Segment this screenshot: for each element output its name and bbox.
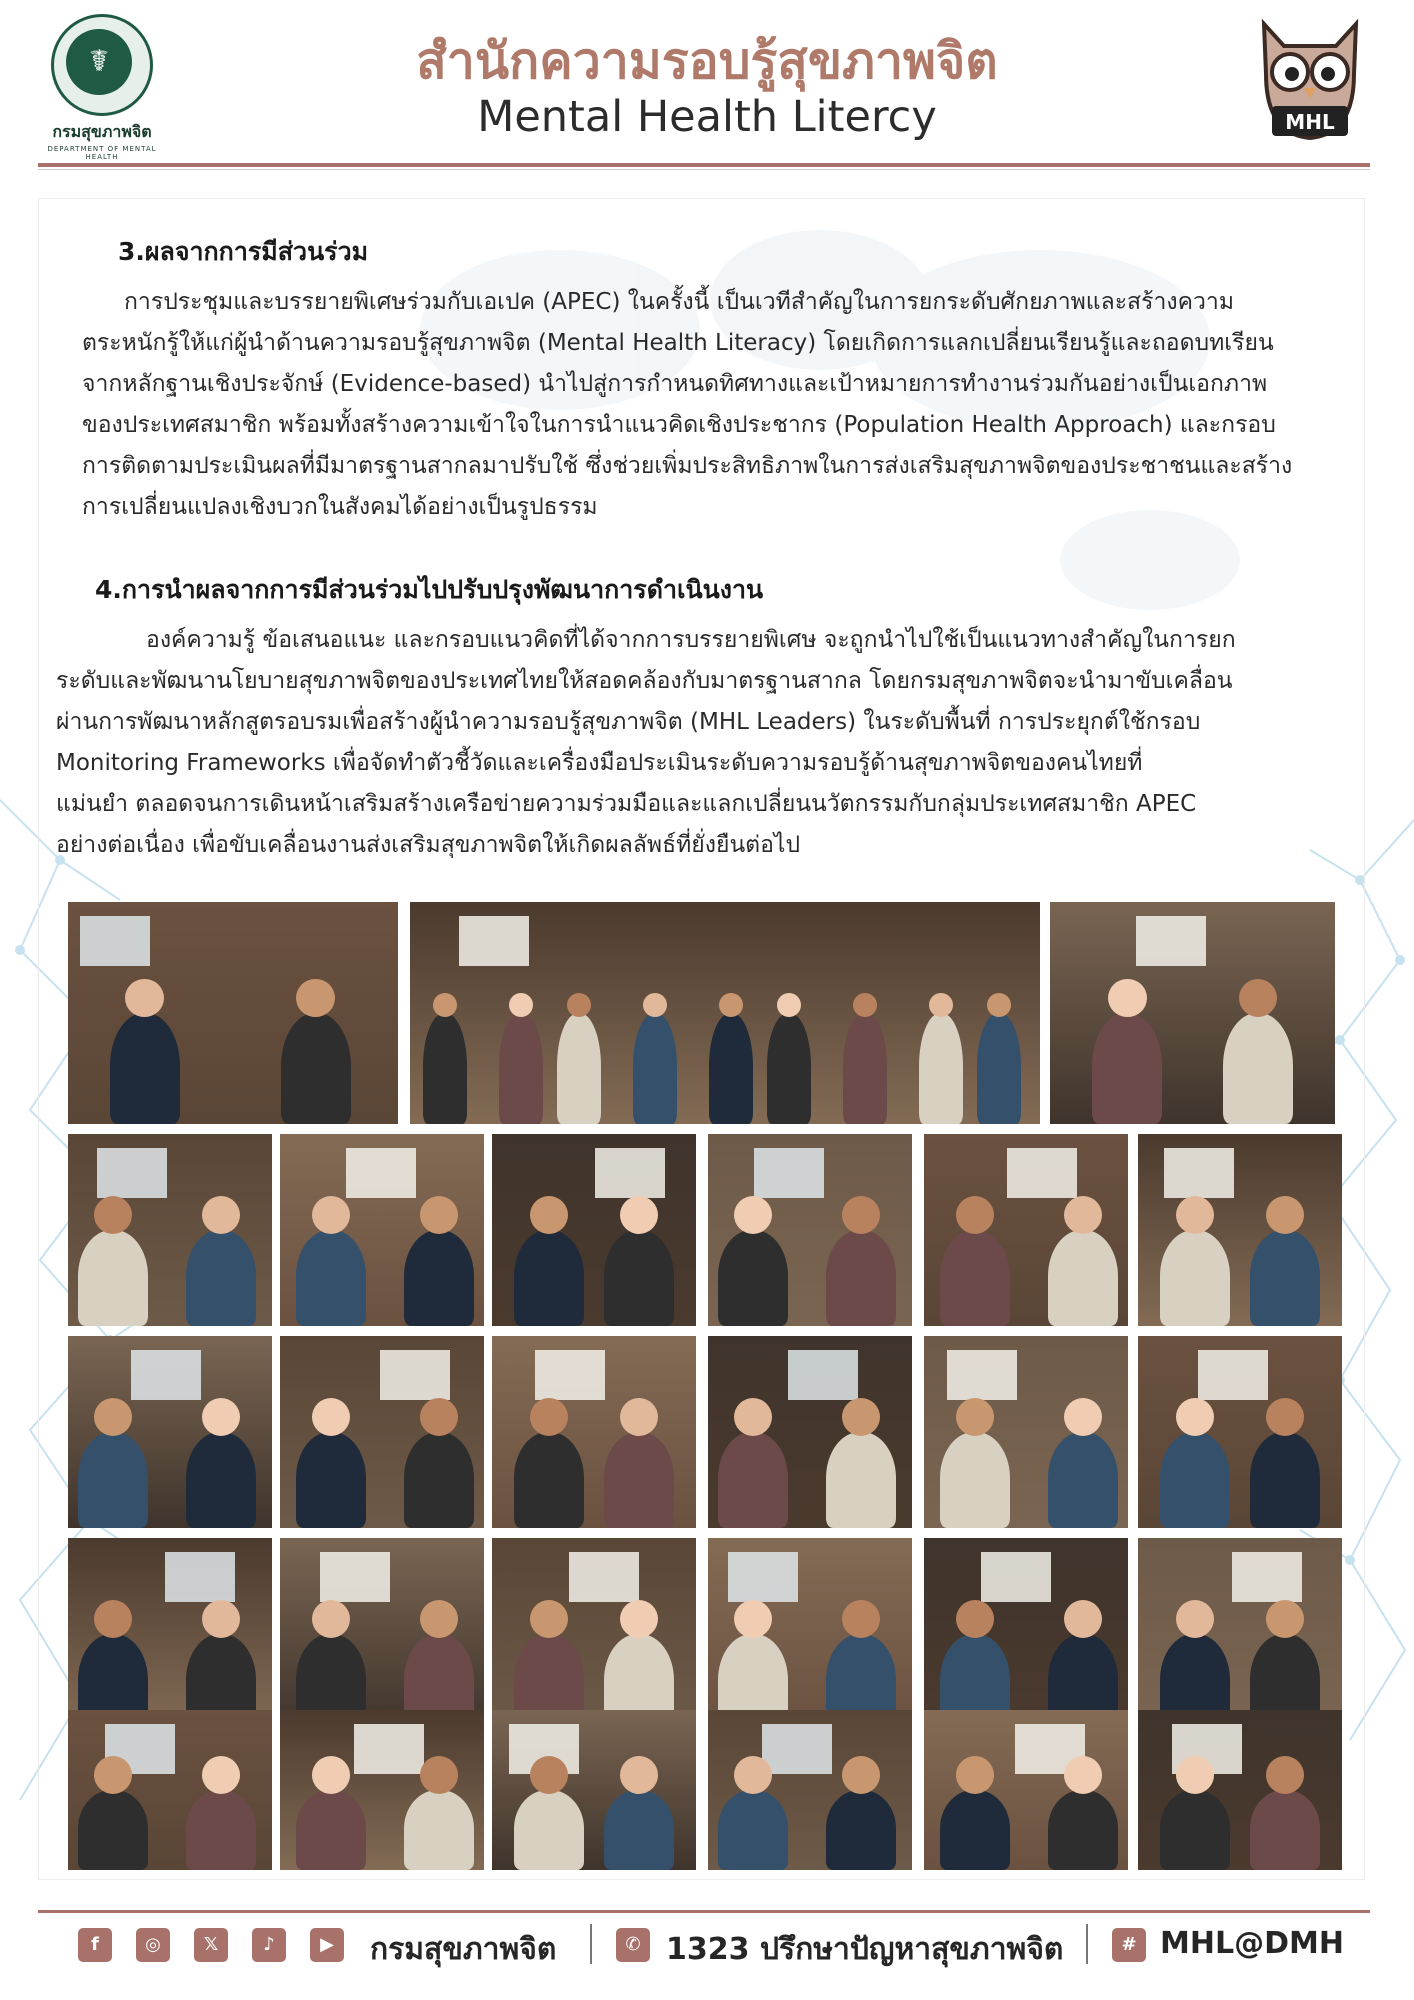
paragraph-line: ระดับและพัฒนานโยบายสุขภาพจิตของประเทศไทยให้สอดคล้องกับมาตรฐานสากล โดยกรมสุขภาพจิตจะนำมาขับเคลื่อน (56, 668, 1233, 694)
event-photo (492, 1538, 696, 1730)
event-photo (924, 1538, 1128, 1730)
event-photo (68, 902, 398, 1124)
event-photo (68, 1134, 272, 1326)
event-photo (1050, 902, 1335, 1124)
event-photo (1138, 1538, 1342, 1730)
section-4-paragraph (56, 620, 1346, 866)
youtube-icon[interactable]: ▶ (310, 1928, 344, 1962)
event-photo (492, 1710, 696, 1870)
event-photo (1138, 1710, 1342, 1870)
footer-separator (590, 1924, 592, 1964)
department-name-th: กรมสุขภาพจิต (52, 122, 152, 141)
footer-separator (1086, 1924, 1088, 1964)
event-photo (280, 1538, 484, 1730)
footer-hashtag: MHL@DMH (1160, 1926, 1344, 1961)
paragraph-line: Monitoring Frameworks เพื่อจัดทำตัวชี้วัดและเครื่องมือประเมินระดับความรอบรู้ด้านสุขภาพจิตของคนไทยที่ (56, 750, 1143, 776)
paragraph-line: ผ่านการพัฒนาหลักสูตรอบรมเพื่อสร้างผู้นำความรอบรู้สุขภาพจิต (MHL Leaders) ในระดับพื้นที่ การประยุกต์ใช้กรอบ (56, 709, 1201, 735)
event-photo (280, 1134, 484, 1326)
facebook-icon[interactable]: f (78, 1928, 112, 1962)
paragraph-line: การเปลี่ยนแปลงเชิงบวกในสังคมได้อย่างเป็นรูปธรรม (82, 494, 598, 520)
paragraph-line: อย่างต่อเนื่อง เพื่อขับเคลื่อนงานส่งเสริมสุขภาพจิตให้เกิดผลลัพธ์ที่ยั่งยืนต่อไป (56, 832, 801, 858)
paragraph-line: องค์ความรู้ ข้อเสนอแนะ และกรอบแนวคิดที่ได้จากการบรรยายพิเศษ จะถูกนำไปใช้เป็นแนวทางสำคัญในการยก (146, 627, 1236, 653)
page-title-th: สำนักความรอบรู้สุขภาพจิต (416, 32, 998, 90)
event-photo (708, 1134, 912, 1326)
event-photo (68, 1538, 272, 1730)
event-photo (924, 1710, 1128, 1870)
instagram-icon[interactable]: ◎ (136, 1928, 170, 1962)
paragraph-line: จากหลักฐานเชิงประจักษ์ (Evidence-based) นำไปสู่การกำหนดทิศทางและเป้าหมายการทำงานร่วมกันอย่างเป็นเอกภาพ (82, 371, 1268, 397)
mhl-badge-text: MHL (1285, 110, 1335, 134)
ministry-seal-icon: ☤ (51, 14, 153, 116)
section-3-paragraph (82, 282, 1332, 528)
paragraph-line: การประชุมและบรรยายพิเศษร่วมกับเอเปค (APEC) ในครั้งนี้ เป็นเวทีสำคัญในการยกระดับศักยภาพและสร้างความ (124, 289, 1234, 315)
event-photo (492, 1336, 696, 1528)
paragraph-line: ของประเทศสมาชิก พร้อมทั้งสร้างความเข้าใจในการนำแนวคิดเชิงประชากร (Population Health Approach) และกรอบ (82, 412, 1276, 438)
section-4-heading: 4.การนำผลจากการมีส่วนร่วมไปปรับปรุงพัฒนาการดำเนินงาน (95, 575, 764, 604)
paragraph-line: แม่นยำ ตลอดจนการเดินหน้าเสริมสร้างเครือข่ายความร่วมมือและแลกเปลี่ยนนวัตกรรมกับกลุ่มประเทศสมาชิก APEC (56, 791, 1197, 817)
event-photo (1138, 1336, 1342, 1528)
event-photo (924, 1134, 1128, 1326)
event-photo (708, 1336, 912, 1528)
page-title-en: Mental Health Litercy (477, 92, 937, 142)
event-photo (708, 1538, 912, 1730)
mhl-owl-mascot-icon (1250, 14, 1370, 144)
paragraph-line: การติดตามประเมินผลที่มีมาตรฐานสากลมาปรับใช้ ซึ่งช่วยเพิ่มประสิทธิภาพในการส่งเสริมสุขภาพจิตของประชาชนและสร้าง (82, 453, 1293, 479)
footer-hotline: 1323 ปรึกษาปัญหาสุขภาพจิต (666, 1932, 1064, 1967)
paragraph-line: ตระหนักรู้ให้แก่ผู้นำด้านความรอบรู้สุขภาพจิต (Mental Health Literacy) โดยเกิดการแลกเปลี่ยนเรียนรู้และถอดบทเรียน (82, 330, 1274, 356)
header-divider-thin (38, 169, 1370, 170)
event-photo (68, 1336, 272, 1528)
event-photo (1138, 1134, 1342, 1326)
event-photo (280, 1710, 484, 1870)
event-photo (410, 902, 1040, 1124)
event-photo (68, 1710, 272, 1870)
section-3-heading: 3.ผลจากการมีส่วนร่วม (118, 237, 369, 266)
footer-org-name: กรมสุขภาพจิต (370, 1932, 557, 1967)
department-name-en: DEPARTMENT OF MENTAL HEALTH (47, 145, 157, 161)
event-photo (280, 1336, 484, 1528)
phone-icon: ✆ (616, 1928, 650, 1962)
tiktok-icon[interactable]: ♪ (252, 1928, 286, 1962)
x-icon[interactable]: 𝕏 (194, 1928, 228, 1962)
event-photo (708, 1710, 912, 1870)
footer-divider (38, 1910, 1370, 1913)
event-photo (924, 1336, 1128, 1528)
event-photo (492, 1134, 696, 1326)
hashtag-icon: # (1112, 1928, 1146, 1962)
header-divider (38, 163, 1370, 167)
